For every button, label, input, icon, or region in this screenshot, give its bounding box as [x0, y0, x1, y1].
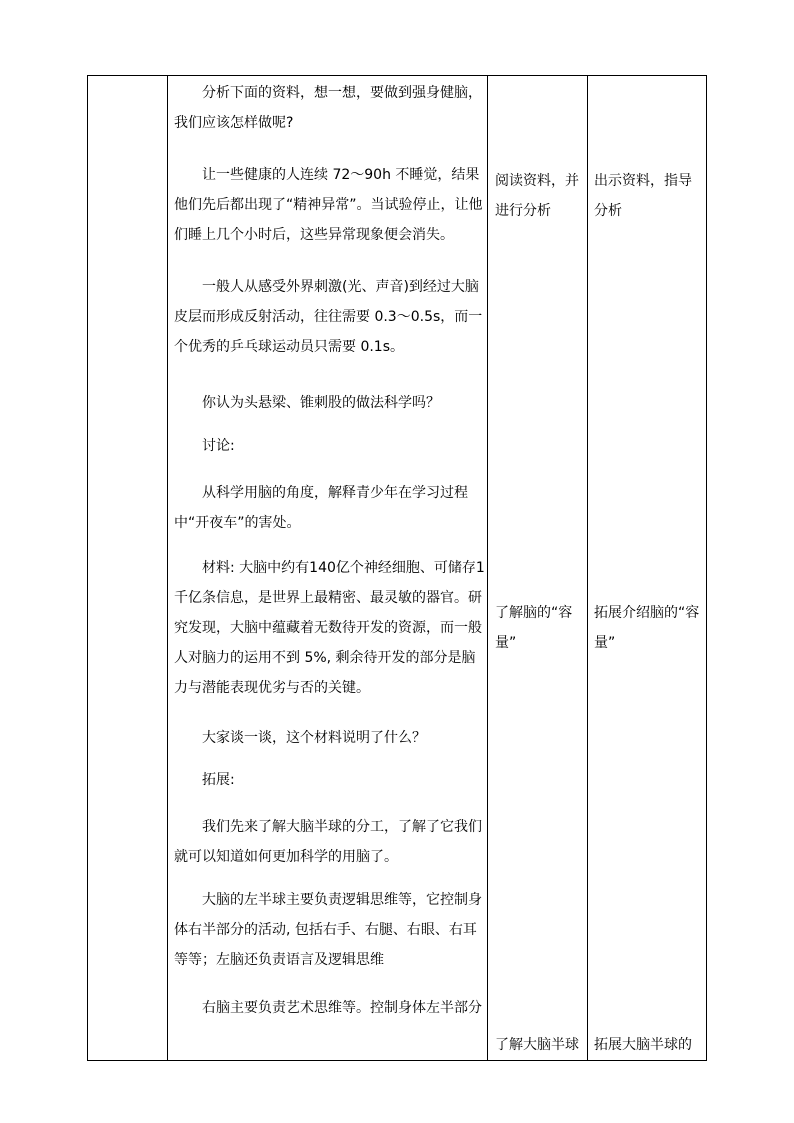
- content-paragraph: 一般人从感受外界刺激(光、声音)到经过大脑皮层而形成反射活动，往往需要 0.3～0.5s，而一个优秀的乒乓球运动员只需要 0.1s。: [174, 279, 483, 355]
- content-paragraph: 讨论:: [202, 438, 235, 454]
- content-paragraph: 大家谈一谈，这个材料说明了什么？: [202, 730, 426, 746]
- column-divider-3: [587, 75, 588, 1061]
- table-top-border: [87, 75, 707, 76]
- content-paragraph: 材料: 大脑中约有140亿个神经细胞、可储存1千亿条信息，是世界上最精密、最灵敏的器官。研究发现，大脑中蕴藏着无数待开发的资源，而一般人对脑力的运用不到 5%, 剩余待开发的部分是脑力与潜能表现优劣与否的关键。: [174, 560, 485, 696]
- teacher-activity: 拓展介绍脑的“容量”: [594, 605, 700, 651]
- student-activity: 阅读资料，并进行分析: [495, 173, 579, 219]
- column-divider-2: [487, 75, 488, 1061]
- content-paragraph: 从科学用脑的角度，解释青少年在学习过程中“开夜车”的害处。: [174, 485, 468, 531]
- content-paragraph: 大脑的左半球主要负责逻辑思维等，它控制身体右半部分的活动, 包括右手、右腿、右眼、右耳等等；左脑还负责语言及逻辑思维: [174, 892, 482, 968]
- content-paragraph: 你认为头悬梁、锥刺股的做法科学吗？: [202, 395, 440, 411]
- column-divider-1: [167, 75, 168, 1061]
- student-activity: 了解脑的“容量”: [495, 605, 573, 651]
- table-left-border: [87, 75, 88, 1061]
- content-paragraph: 分析下面的资料，想一想，要做到强身健脑，我们应该怎样做呢?: [174, 85, 482, 131]
- content-paragraph: 右脑主要负责艺术思维等。控制身体左半部分: [202, 1000, 482, 1016]
- student-activity: 了解大脑半球: [495, 1037, 579, 1053]
- teacher-activity: 出示资料，指导分析: [594, 173, 692, 219]
- table-bottom-border: [87, 1060, 707, 1061]
- content-paragraph: 拓展:: [202, 772, 235, 788]
- content-paragraph: 我们先来了解大脑半球的分工，了解了它我们就可以知道如何更加科学的用脑了。: [174, 819, 482, 865]
- content-paragraph: 让一些健康的人连续 72～90h 不睡觉，结果他们先后都出现了“精神异常”。当试验停止，让他们睡上几个小时后，这些异常现象便会消失。: [174, 167, 483, 243]
- teacher-activity: 拓展大脑半球的: [594, 1037, 692, 1053]
- table-right-border: [706, 75, 707, 1061]
